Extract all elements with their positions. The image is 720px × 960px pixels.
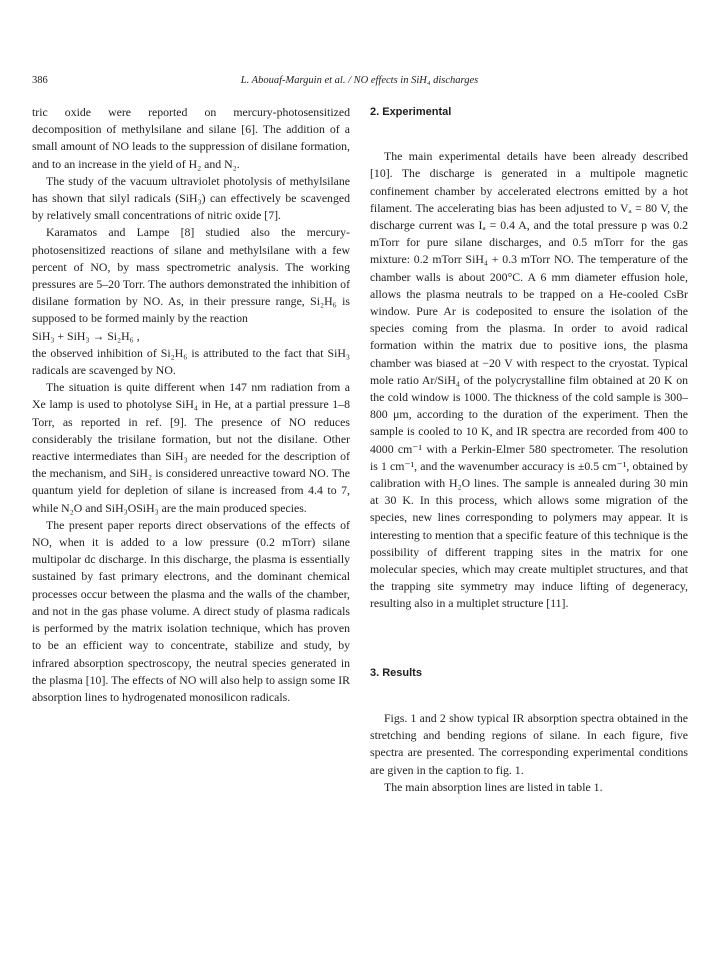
left-column — [32, 104, 350, 706]
right-column — [370, 104, 688, 796]
paragraph: tric oxide were reported on mercury-photosensitized decomposition of methylsilane and silane [6]. The addition of a small amount of NO leads to the suppression of disilane formation, and to an increase in the yield of H₂ and N₂. — [32, 105, 350, 171]
reaction-equation: SiH₃ + SiH₃ → Si₂H₆ , — [32, 328, 140, 343]
paragraph: The main absorption lines are listed in table 1. — [384, 779, 603, 794]
paragraph: Karamatos and Lampe [8] studied also the mercury-photosensitized reactions of silane and methylsilane with a few percent of NO, by mass spectrometric analysis. The working pressures are 5–20 Torr. The authors demonstrated the inhibition of disilane formation by NO. As, in their pressure range, Si₂H₆ is supposed to be formed mainly by the reaction — [32, 225, 350, 326]
section-heading-experimental: 2. Experimental — [370, 106, 452, 118]
page-header — [32, 73, 687, 89]
page-number: 386 — [32, 75, 48, 86]
paragraph: The situation is quite different when 147 nm radiation from a Xe lamp is used to photolyse SiH₄ in He, at a partial pressure 1–8 Torr, as reported in ref. [9]. The presence of NO reduces considerably the trisilane formation, but not the disilane. Other reactive intermediates than SiH₃ are needed for the description of the mechanism, and SiH₂ is considered unreactive toward NO. The quantum yield for depletion of silane is increased from 4.4 to 7, while N₂O and SiH₃OSiH₃ are the main produced species. — [32, 380, 350, 515]
paragraph: The study of the vacuum ultraviolet photolysis of methylsilane has shown that silyl radicals (SiH₃) can effectively be scavenged by relatively small concentrations of nitric oxide [7]. — [32, 173, 350, 223]
paragraph: The present paper reports direct observations of the effects of NO, when it is added to a low pressure (0.2 mTorr) silane multipolar dc discharge. In this discharge, the plasma is essentially sustained by fast primary electrons, and the dominant chemical processes occur between the plasma and the walls of the chamber, and not in the gas phase volume. A direct study of plasma radicals is performed by the matrix isolation technique, which has proven to be an efficient way to concentrate, stabilize and study, by infrared absorption spectroscopy, the neutral species generated in the plasma [10]. The effects of NO will also help to assign some IR absorption lines to hydrogenated monosilicon radicals. — [32, 517, 351, 704]
paragraph: The main experimental details have been already described [10]. The discharge is generated in a multipole magnetic confinement chamber by accelerated electrons emitted by a hot filament. The accelerating bias has been adjusted to Vₐ = 80 V, the discharge current was Iₐ = 0.4 A, and the total pressure p was 0.2 mTorr for pure silane discharges, and 0.5 mTorr for the gas mixture: 0.2 mTorr SiH₄ + 0.3 mTorr NO. The temperature of the chamber walls is about 200°C. A 6 mm diameter effusion hole, allows the plasma neutrals to be trapped on a He-cooled CsBr window. Pure Ar is codeposited to ensure the isolation of the species coming from the plasma. In order to avoid radical formation within the matrix due to positive ions, the plasma chamber was biased at −20 V with respect to the cryostat. Typical mole ratio Ar/SiH₄ of the polycrystalline film obtained at 20 K on the cold window is 1000. The thickness of the cold sample is 300–800 μm, according to the duration of the experiment. Then the sample is cooled to 10 K, and IR spectra are recorded from 400 to 4000 cm⁻¹ with a Perkin-Elmer 580 spectrometer. The resolution is 1 cm⁻¹, and the wavenumber accuracy is ±0.5 cm⁻¹, obtained by calibration with H₂O lines. The sample is annealed during 30 min at 30 K. In this process, which allows some migration of the species, new lines corresponding to polymers may appear. It is interesting to mention that a specific feature of this technique is the possibility of different trapping sites in the matrix for one molecular species, which may create multiplet structures, and that the trapping site symmetry may induce lifting of degeneracy, resulting also in a multiplet structure [11]. — [370, 149, 688, 611]
section-heading-results: 3. Results — [370, 666, 422, 679]
paragraph: the observed inhibition of Si₂H₆ is attributed to the fact that SiH₃ radicals are scavenged by NO. — [32, 345, 350, 378]
running-head: L. Abouaf-Marguin et al. / NO effects in SiH₄ discharges — [240, 75, 479, 86]
paragraph: Figs. 1 and 2 show typical IR absorption spectra obtained in the stretching and bending regions of silane. In each figure, five spectra are presented. The corresponding experimental conditions are given in the caption to fig. 1. — [370, 710, 688, 777]
